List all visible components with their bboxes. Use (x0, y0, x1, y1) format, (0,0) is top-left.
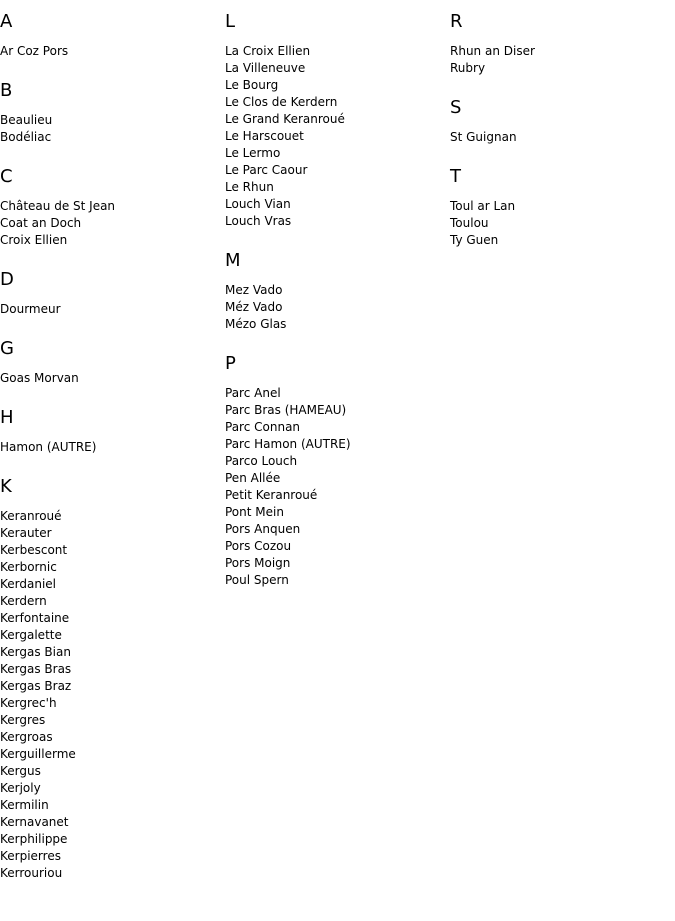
place-link[interactable]: Petit Keranroué (225, 488, 318, 502)
letter-group (0, 476, 220, 882)
place-link[interactable]: Beaulieu (0, 113, 53, 127)
place-link[interactable]: Kergrec'h (0, 696, 57, 710)
place-link[interactable]: Kergas Bras (0, 662, 72, 676)
place-link[interactable]: Mez Vado (225, 283, 283, 297)
place-link[interactable]: Pors Moign (225, 556, 291, 570)
place-list (450, 43, 670, 77)
place-link[interactable]: Pen Allée (225, 471, 281, 485)
place-link[interactable]: Kerjoly (0, 781, 41, 795)
place-link[interactable]: Parc Connan (225, 420, 301, 434)
place-link[interactable]: Toulou (450, 216, 489, 230)
place-link[interactable]: Keranroué (0, 509, 62, 523)
letter-heading: P (225, 353, 236, 374)
letter-group (0, 407, 220, 456)
index-column-3 (450, 11, 670, 269)
letter-group (225, 250, 445, 333)
place-link[interactable]: Hamon (AUTRE) (0, 440, 97, 454)
place-link[interactable]: Kerdaniel (0, 577, 57, 591)
place-link[interactable]: Le Lermo (225, 146, 281, 160)
letter-heading: T (450, 166, 461, 187)
place-link[interactable]: Coat an Doch (0, 216, 82, 230)
place-list (0, 439, 220, 456)
place-link[interactable]: Parc Anel (225, 386, 281, 400)
place-list (450, 198, 670, 249)
letter-group (0, 80, 220, 146)
place-link[interactable]: Méz Vado (225, 300, 283, 314)
place-link[interactable]: Poul Spern (225, 573, 289, 587)
place-link[interactable]: Kerfontaine (0, 611, 70, 625)
place-link[interactable]: Le Grand Keranroué (225, 112, 345, 126)
letter-heading: B (0, 80, 13, 101)
place-link[interactable]: Le Clos de Kerdern (225, 95, 338, 109)
place-link[interactable]: Goas Morvan (0, 371, 79, 385)
place-list (0, 198, 220, 249)
place-link[interactable]: Croix Ellien (0, 233, 68, 247)
letter-group (0, 269, 220, 318)
place-link[interactable]: Parc Hamon (AUTRE) (225, 437, 351, 451)
place-link[interactable]: Kerpierres (0, 849, 61, 863)
letter-group (450, 166, 670, 249)
letter-heading: L (225, 11, 236, 32)
place-link[interactable]: Mézo Glas (225, 317, 287, 331)
place-list (0, 370, 220, 387)
place-link[interactable]: Dourmeur (0, 302, 61, 316)
place-link[interactable]: Kergroas (0, 730, 53, 744)
place-link[interactable]: Kergas Bian (0, 645, 71, 659)
place-link[interactable]: Louch Vian (225, 197, 291, 211)
place-link[interactable]: Rhun an Diser (450, 44, 535, 58)
place-link[interactable]: Bodéliac (0, 130, 52, 144)
place-link[interactable]: Le Harscouet (225, 129, 304, 143)
place-link[interactable]: Pors Anquen (225, 522, 301, 536)
place-link[interactable]: Le Bourg (225, 78, 279, 92)
place-list (450, 129, 670, 146)
place-link[interactable]: Le Parc Caour (225, 163, 308, 177)
place-list (0, 43, 220, 60)
place-list (225, 282, 445, 333)
place-list (0, 301, 220, 318)
place-list (225, 43, 445, 230)
place-link[interactable]: Kergas Braz (0, 679, 72, 693)
place-link[interactable]: Ar Coz Pors (0, 44, 69, 58)
place-link[interactable]: La Villeneuve (225, 61, 306, 75)
place-link[interactable]: Kerrouriou (0, 866, 63, 880)
place-link[interactable]: Kergus (0, 764, 41, 778)
place-list (0, 112, 220, 146)
place-link[interactable]: Pont Mein (225, 505, 284, 519)
place-link[interactable]: Ty Guen (450, 233, 499, 247)
place-link[interactable]: Le Rhun (225, 180, 274, 194)
place-link[interactable]: La Croix Ellien (225, 44, 311, 58)
place-link[interactable]: Kerbescont (0, 543, 68, 557)
place-link[interactable]: Kerdern (0, 594, 47, 608)
letter-group (225, 353, 445, 589)
place-list (225, 385, 445, 589)
place-link[interactable]: Louch Vras (225, 214, 292, 228)
place-link[interactable]: Kerguillerme (0, 747, 76, 761)
place-link[interactable]: Kerauter (0, 526, 52, 540)
letter-group (0, 11, 220, 60)
place-list (0, 508, 220, 882)
place-link[interactable]: Kernavanet (0, 815, 69, 829)
letter-group (450, 97, 670, 146)
index-column-1 (0, 11, 220, 902)
letter-heading: R (450, 11, 463, 32)
letter-heading: A (0, 11, 13, 32)
letter-heading: M (225, 250, 241, 271)
place-link[interactable]: Kerphilippe (0, 832, 68, 846)
letter-heading: H (0, 407, 14, 428)
letter-heading: G (0, 338, 14, 359)
place-link[interactable]: St Guignan (450, 130, 517, 144)
letter-group (0, 338, 220, 387)
letter-heading: S (450, 97, 462, 118)
place-link[interactable]: Rubry (450, 61, 486, 75)
letter-heading: C (0, 166, 13, 187)
place-link[interactable]: Kermilin (0, 798, 49, 812)
place-link[interactable]: Château de St Jean (0, 199, 116, 213)
place-link[interactable]: Toul ar Lan (450, 199, 516, 213)
place-link[interactable]: Parc Bras (HAMEAU) (225, 403, 347, 417)
place-link[interactable]: Kergalette (0, 628, 62, 642)
letter-group (450, 11, 670, 77)
letter-group (225, 11, 445, 230)
letter-group (0, 166, 220, 249)
place-link[interactable]: Kergres (0, 713, 46, 727)
letter-heading: K (0, 476, 12, 497)
letter-heading: D (0, 269, 14, 290)
place-link[interactable]: Parco Louch (225, 454, 298, 468)
index-column-2 (225, 11, 445, 609)
place-link[interactable]: Pors Cozou (225, 539, 292, 553)
place-link[interactable]: Kerbornic (0, 560, 57, 574)
